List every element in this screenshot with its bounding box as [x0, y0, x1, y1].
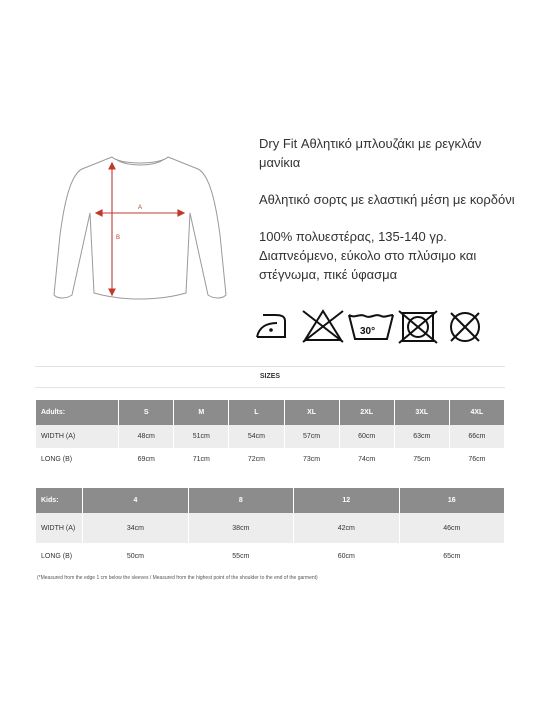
table-cell: 42cm: [294, 513, 398, 543]
table-cell: 71cm: [192, 456, 210, 463]
table-cell: 65cm: [443, 553, 461, 560]
sizes-title: SIZES: [35, 366, 505, 388]
table-cell: 60cm: [337, 553, 355, 560]
table-cell: 66cm: [450, 425, 504, 448]
kids-header-row: [36, 488, 504, 513]
table-cell: 50cm: [126, 553, 144, 560]
table-cell: 63cm: [395, 425, 449, 448]
description-line-1: Dry Fit Αθλητικό μπλουζάκι με ρεγκλάν μανίκια: [259, 136, 482, 170]
adults-header-label: Adults:: [36, 400, 118, 425]
table-row: [36, 513, 504, 543]
product-description: [259, 134, 519, 302]
table-cell: 73cm: [302, 456, 321, 463]
label-a: A: [138, 205, 143, 211]
size-8: 8: [189, 488, 293, 513]
table-cell: 34cm: [83, 513, 187, 543]
size-m: M: [174, 400, 228, 425]
table-row: [36, 425, 504, 448]
kids-header-label: Kids:: [36, 488, 82, 513]
label-b: B: [116, 235, 121, 241]
size-l: L: [229, 400, 283, 425]
row-label: LONG (B): [41, 456, 73, 463]
shirt-measurement-diagram: [50, 135, 230, 310]
table-cell: 46cm: [400, 513, 505, 543]
table-cell: 75cm: [413, 456, 431, 463]
kids-size-table: [35, 488, 505, 570]
wash-temperature: 30°: [360, 326, 376, 337]
row-label: WIDTH (A): [36, 425, 118, 448]
size-12: 12: [294, 488, 398, 513]
no-dry-clean-icon: [451, 313, 479, 341]
size-2xl: 2XL: [340, 400, 394, 425]
table-cell: 54cm: [229, 425, 283, 448]
care-instructions: [253, 307, 493, 345]
size-s: S: [119, 400, 173, 425]
no-bleach-icon: [303, 311, 343, 342]
table-cell: 74cm: [358, 456, 376, 463]
table-cell: 60cm: [340, 425, 394, 448]
table-cell: 48cm: [119, 425, 173, 448]
description-line-2: Αθλητικό σορτς με ελαστική μέση με κορδόνι: [259, 192, 515, 207]
size-3xl: 3XL: [395, 400, 449, 425]
adults-size-table: [35, 400, 505, 471]
measurement-note: (*Measured from the edge 1 cm below the sleeves / Measured from the highest point of the shoulder to the end of the garment): [37, 575, 318, 581]
table-cell: 51cm: [174, 425, 228, 448]
size-16: 16: [400, 488, 505, 513]
size-xl: XL: [285, 400, 339, 425]
table-cell: 57cm: [285, 425, 339, 448]
iron-icon: [257, 315, 285, 337]
description-line-3: 100% πολυεστέρας, 135-140 γρ. Διαπνεόμενο, εύκολο στο πλύσιμο και στέγνωμα, πικέ ύφασμα: [259, 229, 477, 282]
no-tumble-dry-icon: [399, 311, 437, 343]
table-cell: 76cm: [468, 456, 486, 463]
row-label: WIDTH (A): [36, 513, 82, 543]
shirt-outline: [54, 157, 226, 299]
adults-header-row: [36, 400, 504, 425]
row-label: LONG (B): [41, 553, 73, 560]
table-row: [36, 543, 504, 570]
measurement-lines: [96, 163, 184, 295]
table-cell: 38cm: [189, 513, 293, 543]
wash-30-icon: [349, 315, 393, 339]
table-row: [36, 448, 504, 471]
table-cell: 69cm: [137, 456, 155, 463]
table-cell: 72cm: [247, 456, 265, 463]
table-cell: 55cm: [232, 553, 250, 560]
size-4xl: 4XL: [450, 400, 504, 425]
size-4: 4: [83, 488, 187, 513]
